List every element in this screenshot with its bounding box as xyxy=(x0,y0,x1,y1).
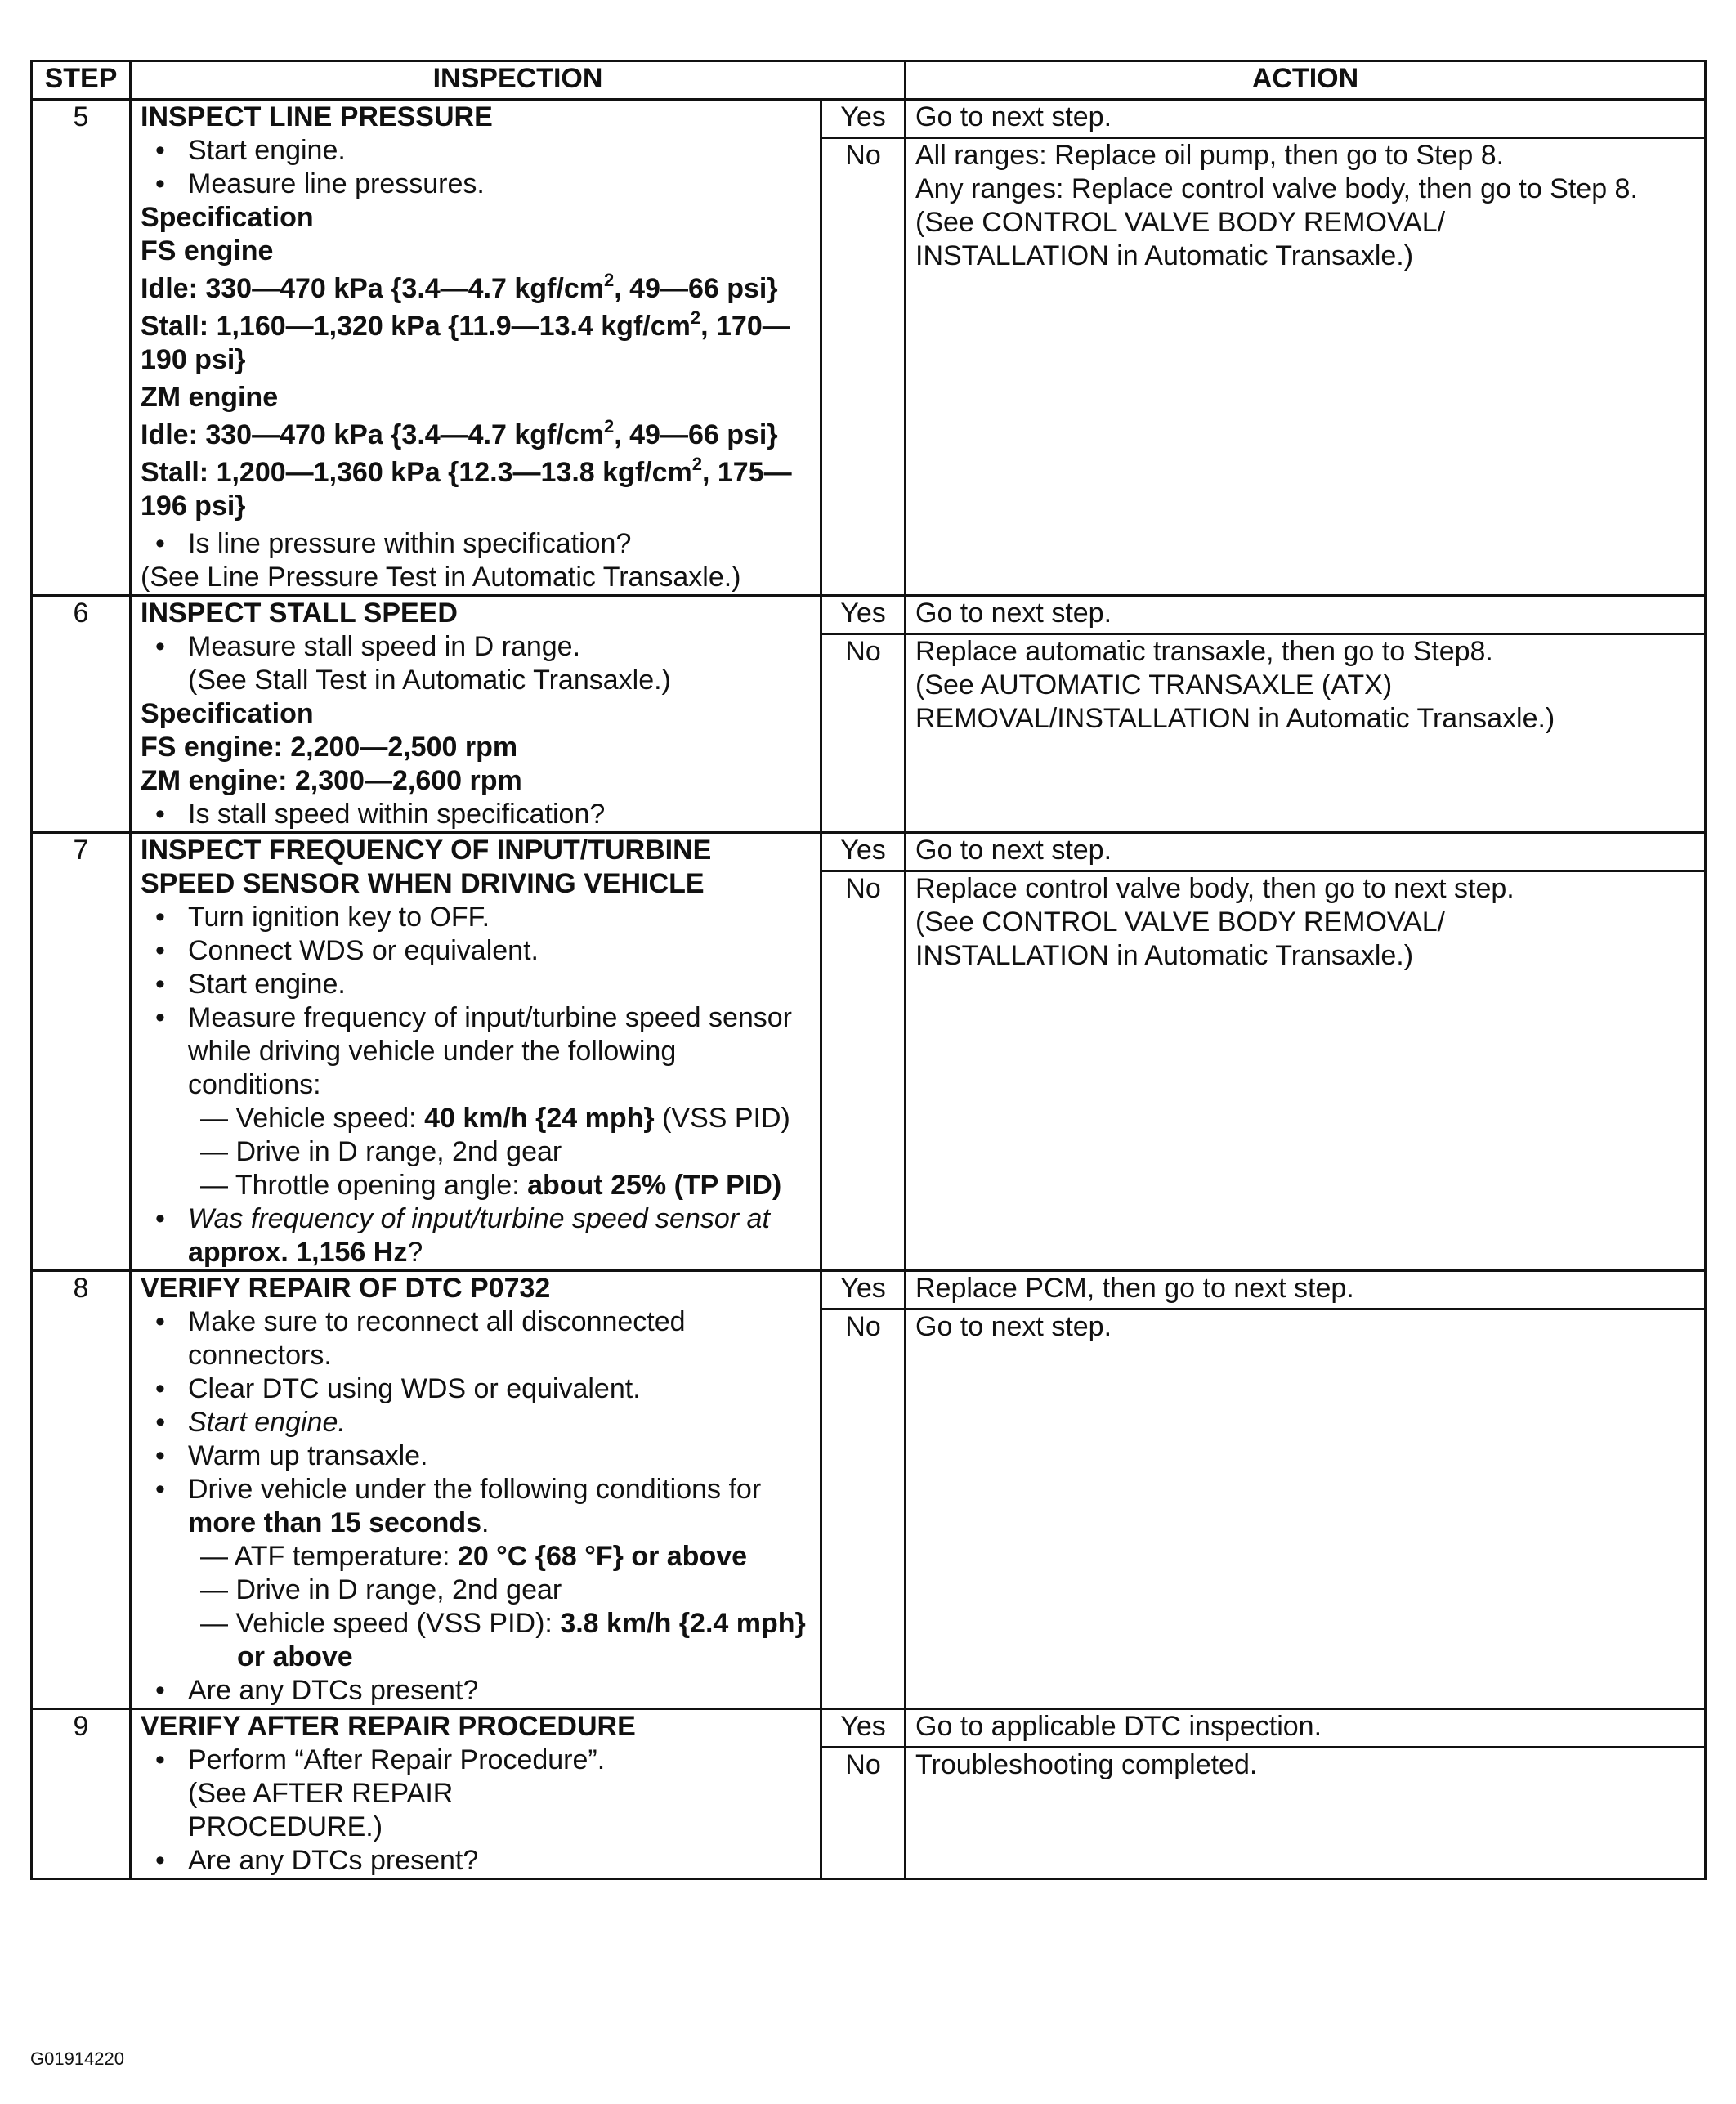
yes-action: Go to next step. xyxy=(906,100,1706,138)
spec-value: FS engine: 2,200—2,500 rpm xyxy=(141,732,518,763)
yes-label: Yes xyxy=(821,833,906,871)
spec-heading: Specification xyxy=(141,698,314,729)
bullet-item: • Drive vehicle under the following conditions for more than 15 seconds. xyxy=(141,1473,811,1540)
condition-item: — Throttle opening angle: about 25% (TP PID) xyxy=(200,1170,782,1201)
header-step: STEP xyxy=(32,61,131,100)
spec-value: Idle: 330—470 kPa {3.4—4.7 kgf/$cm^2$, 49—66 psi} xyxy=(141,270,778,304)
procedure-table xyxy=(30,60,1707,1880)
action-line: Any ranges: Replace control valve body, then go to Step 8. xyxy=(915,173,1638,204)
no-label: No xyxy=(821,138,906,596)
step-title: VERIFY REPAIR OF DTC P0732 xyxy=(141,1273,551,1304)
step-6-yes-row xyxy=(32,596,1706,634)
action-line: INSTALLATION in Automatic Transaxle.) xyxy=(915,240,1414,271)
step-title: VERIFY AFTER REPAIR PROCEDURE xyxy=(141,1711,636,1742)
step-number: 5 xyxy=(32,100,131,596)
bullet-item: • Measure frequency of input/turbine speed sensor while driving vehicle under the following conditions: xyxy=(141,1001,811,1102)
bullet-item: • Measure stall speed in D range. xyxy=(141,630,811,664)
condition-item: — Vehicle speed (VSS PID): 3.8 km/h {2.4 mph} or above xyxy=(200,1608,806,1672)
engine-label: FS engine xyxy=(141,235,274,266)
bullet-item: • Are any DTCs present? xyxy=(141,1844,811,1878)
step-number: 8 xyxy=(32,1271,131,1709)
step-5-inspection xyxy=(131,100,821,596)
bullet-item: • Make sure to reconnect all disconnected connectors. xyxy=(141,1305,811,1372)
spec-value: Stall: 1,200—1,360 kPa {12.3—13.8 kgf/$cm^2$, 175—196 psi} xyxy=(141,454,792,522)
spec-value: Stall: 1,160—1,320 kPa {11.9—13.4 kgf/$cm^2$, 170—190 psi} xyxy=(141,307,790,375)
action-line: Replace control valve body, then go to next step. xyxy=(915,873,1515,904)
condition-item: — Drive in D range, 2nd gear xyxy=(200,1136,562,1167)
step-7-inspection xyxy=(131,833,821,1271)
bullet-item: • Was frequency of input/turbine speed sensor at approx. 1,156 Hz? xyxy=(141,1202,811,1269)
step-title: SPEED SENSOR WHEN DRIVING VEHICLE xyxy=(141,868,705,899)
step-number: 7 xyxy=(32,833,131,1271)
no-label: No xyxy=(821,634,906,833)
bullet-item: • Turn ignition key to OFF. xyxy=(141,901,811,934)
no-label: No xyxy=(821,1309,906,1709)
see-reference: (See Stall Test in Automatic Transaxle.) xyxy=(188,665,671,696)
see-reference: (See AFTER REPAIR xyxy=(188,1778,454,1809)
no-action xyxy=(906,138,1706,596)
no-action xyxy=(906,634,1706,833)
step-8-inspection xyxy=(131,1271,821,1709)
yes-action: Replace PCM, then go to next step. xyxy=(906,1271,1706,1309)
spec-heading: Specification xyxy=(141,202,314,233)
engine-label: ZM engine xyxy=(141,382,279,413)
bullet-item: • Start engine. xyxy=(141,1406,811,1439)
step-title: INSPECT LINE PRESSURE xyxy=(141,101,493,132)
see-reference: PROCEDURE.) xyxy=(188,1811,383,1842)
see-reference: (See Line Pressure Test in Automatic Transaxle.) xyxy=(141,562,741,593)
bullet-item: • Start engine. xyxy=(141,968,811,1001)
yes-label: Yes xyxy=(821,100,906,138)
step-9-yes-row xyxy=(32,1709,1706,1748)
header-action: ACTION xyxy=(906,61,1706,100)
step-6-inspection xyxy=(131,596,821,833)
yes-label: Yes xyxy=(821,1271,906,1309)
bullet-item: • Warm up transaxle. xyxy=(141,1439,811,1473)
step-title: INSPECT FREQUENCY OF INPUT/TURBINE xyxy=(141,835,712,866)
header-inspection: INSPECTION xyxy=(131,61,906,100)
yes-action: Go to next step. xyxy=(906,833,1706,871)
bullet-item: • Is line pressure within specification? xyxy=(141,527,811,561)
step-9-inspection xyxy=(131,1709,821,1879)
condition-item: — ATF temperature: 20 °C {68 °F} or above xyxy=(200,1541,748,1572)
figure-id: G01914220 xyxy=(30,2048,124,2069)
no-label: No xyxy=(821,871,906,1271)
bullet-item: • Perform “After Repair Procedure”. xyxy=(141,1744,811,1777)
no-action xyxy=(906,871,1706,1271)
condition-item: — Vehicle speed: 40 km/h {24 mph} (VSS PID) xyxy=(200,1103,790,1134)
step-number: 6 xyxy=(32,596,131,833)
action-line: Replace automatic transaxle, then go to Step8. xyxy=(915,636,1493,667)
action-line: (See CONTROL VALVE BODY REMOVAL/ xyxy=(915,907,1446,938)
bullet-item: • Are any DTCs present? xyxy=(141,1674,811,1708)
no-label: No xyxy=(821,1748,906,1879)
bullet-item: • Start engine. xyxy=(141,134,811,168)
spec-value: ZM engine: 2,300—2,600 rpm xyxy=(141,765,522,796)
bullet-item: • Clear DTC using WDS or equivalent. xyxy=(141,1372,811,1406)
action-line: REMOVAL/INSTALLATION in Automatic Transaxle.) xyxy=(915,703,1555,734)
step-title: INSPECT STALL SPEED xyxy=(141,598,458,629)
step-7-yes-row xyxy=(32,833,1706,871)
no-action: Troubleshooting completed. xyxy=(906,1748,1706,1879)
action-line: (See AUTOMATIC TRANSAXLE (ATX) xyxy=(915,669,1393,701)
bullet-item: • Is stall speed within specification? xyxy=(141,798,811,831)
action-line: All ranges: Replace oil pump, then go to Step 8. xyxy=(915,140,1505,171)
bullet-item: • Connect WDS or equivalent. xyxy=(141,934,811,968)
spec-value: Idle: 330—470 kPa {3.4—4.7 kgf/$cm^2$, 49—66 psi} xyxy=(141,416,778,450)
yes-action: Go to next step. xyxy=(906,596,1706,634)
action-line: (See CONTROL VALVE BODY REMOVAL/ xyxy=(915,207,1446,238)
step-number: 9 xyxy=(32,1709,131,1879)
action-line: INSTALLATION in Automatic Transaxle.) xyxy=(915,940,1414,971)
step-5-yes-row xyxy=(32,100,1706,138)
condition-item: — Drive in D range, 2nd gear xyxy=(200,1574,562,1605)
yes-label: Yes xyxy=(821,1709,906,1748)
no-action: Go to next step. xyxy=(906,1309,1706,1709)
bullet-item: • Measure line pressures. xyxy=(141,168,811,201)
yes-action: Go to applicable DTC inspection. xyxy=(906,1709,1706,1748)
yes-label: Yes xyxy=(821,596,906,634)
header-row xyxy=(32,61,1706,100)
step-8-yes-row xyxy=(32,1271,1706,1309)
